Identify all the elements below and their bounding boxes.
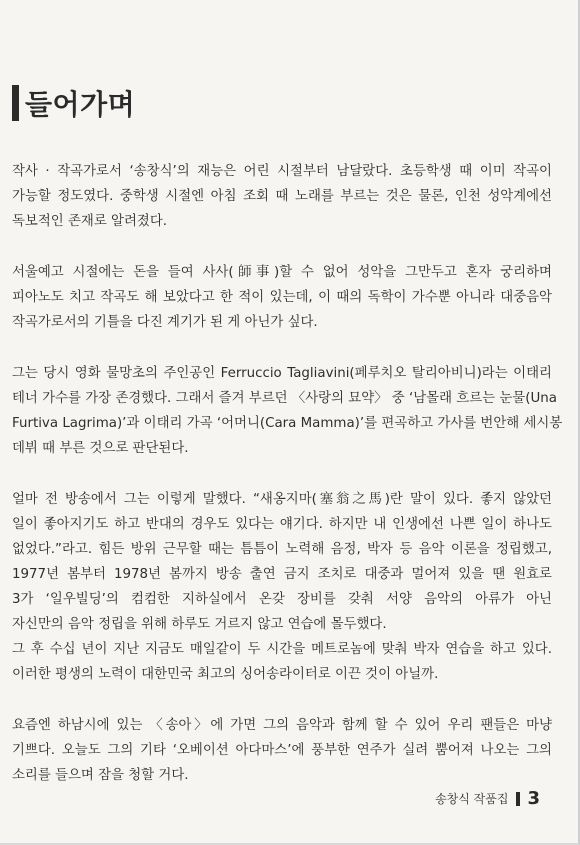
text-line: 일이 좋아지기도 하고 반대의 경우도 있다는 얘기다. 하지만 내 인생에선 나쁜 일이 하나도	[12, 517, 552, 532]
text-line: 서울예고 시절에는 돈을 들여 사사(師事)할 수 없어 성악을 그만두고 혼자 궁리하며	[12, 265, 552, 280]
paragraph-5	[12, 637, 552, 687]
text-line: 얼마 전 방송에서 그는 이렇게 말했다. “새옹지마(塞翁之馬)란 말이 있다. 좋지 않았던	[12, 492, 552, 507]
paragraph-3	[12, 361, 563, 461]
text-line: 3가 ‘일우빌딩’의 컴컴한 지하실에서 온갖 장비를 갖춰 서양 음악의 아류가 아닌	[12, 592, 552, 607]
text-line: 피아노도 치고 작곡도 해 보았다고 한 적이 있는데, 이 때의 독학이 가수뿐 아니라 대중음악	[12, 290, 552, 305]
paragraph-4	[12, 487, 552, 637]
text-line: 소리를 들으며 잠을 청할 거다.	[12, 768, 189, 783]
text-line: 작사 · 작곡가로서 ‘송창식’의 재능은 어린 시절부터 남달랐다. 초등학생 때 이미 작곡이	[12, 164, 552, 179]
text-line: 이러한 평생의 노력이 대한민국 최고의 싱어송라이터로 이끈 것이 아닐까.	[12, 667, 439, 682]
text-line: 기쁘다. 오늘도 그의 기타 ‘오베이션 아다마스’에 풍부한 연주가 실려 뿜어져 나오는 그의	[12, 743, 552, 758]
text-line: 그 후 수십 년이 지난 지금도 매일같이 두 시간을 메트로놈에 맞춰 박자 연습을 하고 있다.	[12, 642, 552, 657]
heading-bar	[12, 85, 19, 121]
text-line: 가능할 정도였다. 중학생 시절엔 아침 조회 때 노래를 부르는 것은 물론, 인천 성악계에선	[12, 189, 552, 204]
text-line: Furtiva Lagrima)’과 이태리 가곡 ‘어머니(Cara Mamma)’를 편곡하고 가사를 번안해 세시봉	[12, 416, 563, 431]
body-text	[12, 159, 563, 814]
paragraph-2	[12, 260, 552, 335]
page-footer	[435, 788, 540, 809]
paragraph-6	[12, 713, 552, 788]
text-line: 작곡가로서의 기틀을 다진 계기가 된 게 아닌가 싶다.	[12, 315, 318, 330]
book-title: 송창식 작품집	[435, 792, 509, 806]
text-line: 그는 당시 영화 물망초의 주인공인 Ferruccio Tagliavini(페루치오 탈리아비니)라는 이태리	[12, 366, 552, 381]
text-line: 요즘엔 하남시에 있는 〈송아〉에 가면 그의 음악과 함께 할 수 있어 우리 팬들은 마냥	[12, 718, 552, 733]
text-line: 자신만의 음악 정립을 위해 하루도 거르지 않고 연습에 몰두했다.	[12, 617, 387, 632]
section-heading	[12, 83, 135, 123]
text-line: 테너 가수를 가장 존경했다. 그래서 즐겨 부르던 〈사랑의 묘약〉 중 ‘남몰래 흐르는 눈물(Una	[12, 391, 557, 406]
paragraph-1	[12, 159, 552, 234]
page-number: 3	[527, 788, 540, 809]
text-line: 없었다.”라고. 힘든 방위 근무할 때는 틈틈이 노력해 음정, 박자 등 음악 이론을 정립했고,	[12, 542, 552, 557]
page-title: 들어가며	[25, 88, 136, 121]
text-line: 독보적인 존재로 알려졌다.	[12, 214, 168, 229]
text-line: 1977년 봄부터 1978년 봄까지 방송 출연 금지 조치로 대중과 멀어져 있을 땐 원효로	[12, 567, 552, 582]
footer-bar	[516, 792, 520, 806]
text-line: 데뷔 때 부른 것으로 판단된다.	[12, 441, 189, 456]
